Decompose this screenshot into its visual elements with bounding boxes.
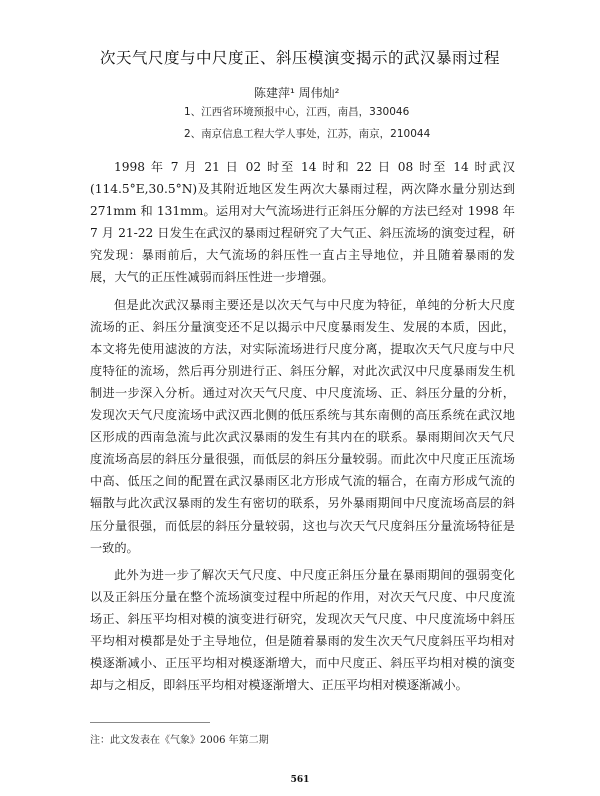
paragraph-1: 1998 年 7 月 21 日 02 时至 14 时和 22 日 08 时至 14 时武汉(114.5°E,30.5°N)及其附近地区发生两次大暴雨过程，两次降水量分别达到 271mm 和 131mm。运用对大气流场进行正斜压分解的方法已经对 1998 年 7 月 21-22 日发生在武汉的暴雨过程研究了大气正、斜压流场的演变过程，研究发现：暴雨前后，大气流场的斜压性一直占主导地位，并且随着暴雨的发展，大气的正压性减弱而斜压性进一步增强。 [90, 160, 515, 285]
paragraph-3: 此外为进一步了解次天气尺度、中尺度正斜压分量在暴雨期间的强弱变化以及正斜压分量在整个流场演变过程中所起的作用，对次天气尺度、中尺度流场正、斜压平均相对模的演变进行研究，发现次天气尺度、中尺度流场中斜压平均相对模都是处于主导地位，但是随着暴雨的发生次天气尺度斜压平均相对模逐渐减小、正压平均相对模逐渐增大，而中尺度正、斜压平均相对模的演变却与之相反，即斜压平均相对模逐渐增大、正压平均相对模逐渐减小。 [90, 567, 515, 693]
body-text [90, 156, 515, 701]
affiliation-1: 1、江西省环境预报中心，江西，南昌，330046 [184, 106, 410, 118]
page-number: 561 [290, 775, 310, 785]
paragraph-2: 但是此次武汉暴雨主要还是以次天气与中尺度为特征，单纯的分析大尺度流场的正、斜压分量演变还不足以揭示中尺度暴雨发生、发展的本质，因此，本文将先使用滤波的方法，对实际流场进行尺度分离，提取次天气尺度与中尺度特征的流场，然后再分别进行正、斜压分解，对此次武汉中尺度暴雨发生机制进一步深入分析。通过对次天气尺度、中尺度流场、正、斜压分量的分析，发现次天气尺度流场中武汉西北侧的低压系统与其东南侧的高压系统在武汉地区形成的西南急流与此次武汉暴雨的发生有其内在的联系。暴雨期间次天气尺度流场高层的斜压分量很强，而低层的斜压分量较弱。而此次中尺度正压流场中高、低压之间的配置在武汉暴雨区北方形成气流的辐合，在南方形成气流的辐散与此次武汉暴雨的发生有密切的联系，另外暴雨期间中尺度流场高层的斜压分量很强，而低层的斜压分量较弱，这也与次天气尺度斜压分量流场特征是一致的。 [90, 297, 515, 555]
footnote: 注：此文发表在《气象》2006 年第二期 [90, 735, 269, 746]
affiliation-2: 2、南京信息工程大学人事处，江苏，南京，210044 [184, 128, 431, 140]
paper-title: 次天气尺度与中尺度正、斜压模演变揭示的武汉暴雨过程 [99, 49, 500, 67]
author-line: 陈建萍¹ 周伟灿² [254, 86, 340, 100]
footnote-divider [90, 722, 210, 723]
